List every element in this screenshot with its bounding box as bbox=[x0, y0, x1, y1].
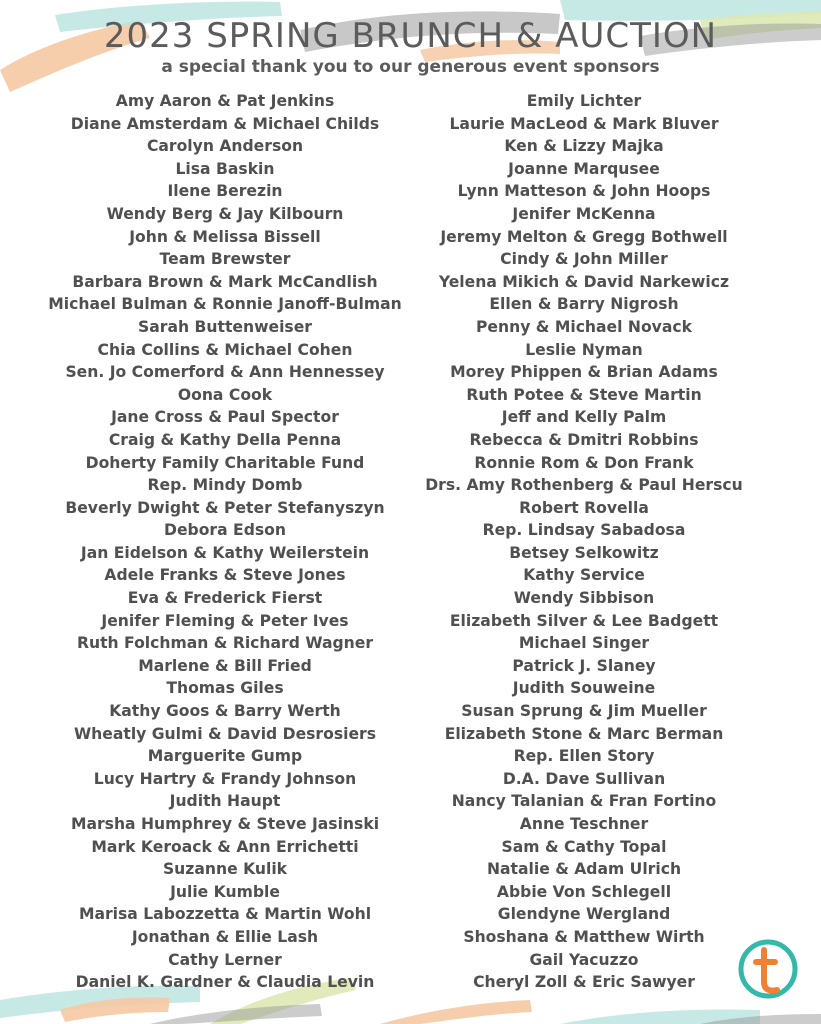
sponsor-name: Suzanne Kulik bbox=[162, 860, 288, 879]
sponsor-name: Julie Kumble bbox=[170, 882, 280, 901]
sponsor-name: Patrick J. Slaney bbox=[512, 656, 656, 675]
sponsor-list-left bbox=[25, 90, 425, 994]
sponsor-list-right bbox=[384, 90, 784, 994]
sponsor-name: Jenifer Fleming & Peter Ives bbox=[101, 611, 349, 630]
header bbox=[0, 14, 821, 78]
sponsor-name: Mark Keroack & Ann Errichetti bbox=[91, 837, 359, 856]
sponsor-name: Rep. Ellen Story bbox=[513, 747, 655, 766]
sponsor-name: Chia Collins & Michael Cohen bbox=[97, 340, 353, 359]
sponsor-name: Judith Souweine bbox=[512, 679, 656, 698]
sponsor-name: John & Melissa Bissell bbox=[129, 227, 321, 246]
sponsor-name: Kathy Service bbox=[523, 566, 645, 585]
sponsor-name: Marguerite Gump bbox=[147, 747, 303, 766]
sponsor-name: Joanne Marqusee bbox=[508, 159, 660, 178]
sponsor-name: Abbie Von Schlegell bbox=[496, 882, 672, 901]
sponsor-name: Nancy Talanian & Fran Fortino bbox=[451, 792, 717, 811]
sponsor-name: Oona Cook bbox=[177, 385, 273, 404]
page-subtitle: a special thank you to our generous event sponsors bbox=[161, 57, 660, 77]
sponsor-name: Lisa Baskin bbox=[175, 159, 275, 178]
sponsor-name: Drs. Amy Rothenberg & Paul Herscu bbox=[425, 476, 743, 495]
sponsor-name: Sen. Jo Comerford & Ann Hennessey bbox=[65, 363, 385, 382]
sponsor-name: Lynn Matteson & John Hoops bbox=[457, 182, 711, 201]
sponsor-name: Barbara Brown & Mark McCandlish bbox=[72, 272, 378, 291]
sponsor-name: Marsha Humphrey & Steve Jasinski bbox=[70, 815, 380, 833]
sponsor-name: Cathy Lerner bbox=[168, 950, 282, 969]
sponsor-name: Wendy Sibbison bbox=[513, 589, 655, 608]
sponsor-name: Jonathan & Ellie Lash bbox=[131, 927, 319, 946]
sponsor-name: Eva & Frederick Fierst bbox=[127, 589, 323, 608]
sponsor-name: D.A. Dave Sullivan bbox=[502, 769, 666, 788]
sponsor-name: Cheryl Zoll & Eric Sawyer bbox=[473, 973, 695, 992]
sponsor-name: Elizabeth Stone & Marc Berman bbox=[444, 724, 724, 743]
sponsor-name: Morey Phippen & Brian Adams bbox=[450, 363, 718, 382]
sponsor-name: Thomas Giles bbox=[166, 679, 284, 698]
sponsor-name: Michael Bulman & Ronnie Janoff-Bulman bbox=[48, 295, 402, 314]
page-title: 2023 SPRING BRUNCH & AUCTION bbox=[103, 16, 718, 56]
sponsor-name: Shoshana & Matthew Wirth bbox=[463, 927, 705, 946]
sponsor-name: Wendy Berg & Jay Kilbourn bbox=[106, 204, 344, 223]
sponsor-name: Marisa Labozzetta & Martin Wohl bbox=[78, 905, 372, 924]
sponsor-name: Laurie MacLeod & Mark Bluver bbox=[449, 114, 719, 133]
sponsor-name: Rep. Lindsay Sabadosa bbox=[482, 521, 686, 540]
sponsor-name: Doherty Family Charitable Fund bbox=[85, 453, 365, 472]
sponsor-name: Rebecca & Dmitri Robbins bbox=[469, 430, 699, 449]
sponsor-name: Cindy & John Miller bbox=[500, 250, 668, 269]
sponsor-name: Beverly Dwight & Peter Stefanyszyn bbox=[65, 498, 385, 517]
sponsor-name: Anne Teschner bbox=[519, 815, 649, 833]
sponsor-name: Craig & Kathy Della Penna bbox=[108, 430, 342, 449]
sponsor-name: Team Brewster bbox=[159, 250, 291, 269]
sponsor-name: Sarah Buttenweiser bbox=[138, 317, 312, 336]
sponsor-name: Penny & Michael Novack bbox=[476, 317, 692, 336]
sponsor-name: Rep. Mindy Domb bbox=[147, 476, 303, 495]
sponsor-name: Ilene Berezin bbox=[167, 182, 283, 201]
sponsor-name: Ruth Folchman & Richard Wagner bbox=[76, 634, 374, 653]
sponsor-name: Kathy Goos & Barry Werth bbox=[109, 702, 341, 721]
sponsor-name: Diane Amsterdam & Michael Childs bbox=[70, 114, 380, 133]
sponsor-name: Emily Lichter bbox=[526, 92, 642, 110]
sponsor-name: Yelena Mikich & David Narkewicz bbox=[438, 272, 730, 291]
sponsor-name: Ruth Potee & Steve Martin bbox=[466, 385, 702, 404]
sponsor-name: Jane Cross & Paul Spector bbox=[111, 408, 339, 427]
sponsor-name: Robert Rovella bbox=[519, 498, 649, 517]
sponsor-name: Jeremy Melton & Gregg Bothwell bbox=[440, 227, 728, 246]
sponsor-name: Adele Franks & Steve Jones bbox=[104, 566, 346, 585]
sponsor-name: Jeff and Kelly Palm bbox=[501, 408, 667, 427]
sponsor-name: Judith Haupt bbox=[169, 792, 281, 811]
sponsor-name: Glendyne Wergland bbox=[497, 905, 671, 924]
sponsor-name: Lucy Hartry & Frandy Johnson bbox=[93, 769, 357, 788]
sponsor-name: Gail Yacuzzo bbox=[529, 950, 639, 969]
sponsor-name: Elizabeth Silver & Lee Badgett bbox=[449, 611, 719, 630]
sponsor-name: Ellen & Barry Nigrosh bbox=[489, 295, 679, 314]
sponsor-name: Betsey Selkowitz bbox=[509, 543, 659, 562]
sponsor-name: Natalie & Adam Ulrich bbox=[486, 860, 682, 879]
sponsor-name: Debora Edson bbox=[164, 521, 286, 540]
sponsor-name: Michael Singer bbox=[518, 634, 650, 653]
sponsor-name: Leslie Nyman bbox=[525, 340, 643, 359]
sponsor-name: Marlene & Bill Fried bbox=[138, 656, 312, 675]
sponsor-name: Carolyn Anderson bbox=[146, 137, 304, 156]
sponsor-name: Wheatly Gulmi & David Desrosiers bbox=[73, 724, 377, 743]
sponsor-name: Jenifer McKenna bbox=[512, 204, 656, 223]
t-logo-icon bbox=[737, 938, 799, 1000]
peach-brush-bottom-center bbox=[380, 1000, 532, 1024]
sponsor-name: Daniel K. Gardner & Claudia Levin bbox=[75, 973, 375, 992]
sponsor-name: Amy Aaron & Pat Jenkins bbox=[115, 92, 335, 110]
sponsor-name: Sam & Cathy Topal bbox=[501, 837, 667, 856]
sponsor-name: Susan Sprung & Jim Mueller bbox=[461, 702, 707, 721]
sponsor-name: Jan Eidelson & Kathy Weilerstein bbox=[80, 543, 370, 562]
sponsor-name: Ronnie Rom & Don Frank bbox=[474, 453, 694, 472]
sponsor-name: Ken & Lizzy Majka bbox=[504, 137, 664, 156]
